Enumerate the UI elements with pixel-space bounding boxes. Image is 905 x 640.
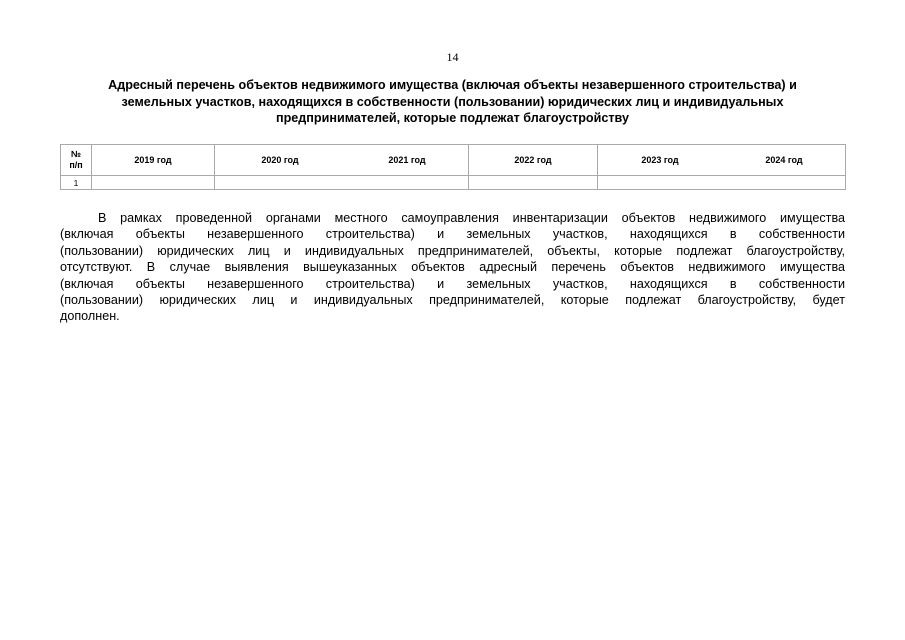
cell-2023-2024 (598, 176, 846, 190)
cell-2019 (92, 176, 215, 190)
header-number (61, 145, 92, 176)
title-line: предпринимателей, которые подлежат благоустройству (276, 111, 629, 125)
page-number: 14 (446, 50, 459, 64)
header-2024: 2024 год (723, 145, 846, 176)
header-2020: 2020 год (215, 145, 346, 176)
header-2022: 2022 год (469, 145, 598, 176)
objects-table (60, 144, 846, 190)
header-2019: 2019 год (92, 145, 215, 176)
document-title (60, 77, 845, 127)
cell-2022 (469, 176, 598, 190)
title-line: Адресный перечень объектов недвижимого имущества (включая объекты незавершенного строительства) и (108, 78, 797, 92)
cell-2020-2021 (215, 176, 469, 190)
header-2023: 2023 год (598, 145, 723, 176)
table-header-row (61, 145, 846, 176)
paragraph-line: (включая объекты незавершенного строительства) и земельных участков, находящихся в собственности (60, 276, 845, 291)
paragraph-line: (включая объекты незавершенного строительства) и земельных участков, находящихся в собственности (60, 227, 845, 242)
body-paragraph (60, 210, 845, 325)
header-number-line1: № (70, 149, 82, 159)
row-number: 1 (61, 176, 92, 190)
title-line: земельных участков, находящихся в собственности (пользовании) юридических лиц и индивидуальных (121, 94, 784, 109)
paragraph-line: В рамках проведенной органами местного самоуправления инвентаризации объектов недвижимого имущества (98, 211, 845, 225)
paragraph-line: (пользовании) юридических лиц и индивидуальных предпринимателей, которые подлежат благоустройству, будет (60, 293, 845, 308)
paragraph-line: (пользовании) юридических лиц и индивидуальных предпринимателей, объекты, которые подлежат благоустройству, (60, 243, 845, 258)
table-row (61, 176, 846, 190)
paragraph-line: отсутствуют. В случае выявления вышеуказанных объектов адресный перечень объектов недвижимого имущества (60, 260, 845, 275)
header-number-line2: п/п (69, 160, 83, 170)
header-2021: 2021 год (346, 145, 469, 176)
paragraph-line: дополнен. (60, 309, 120, 324)
